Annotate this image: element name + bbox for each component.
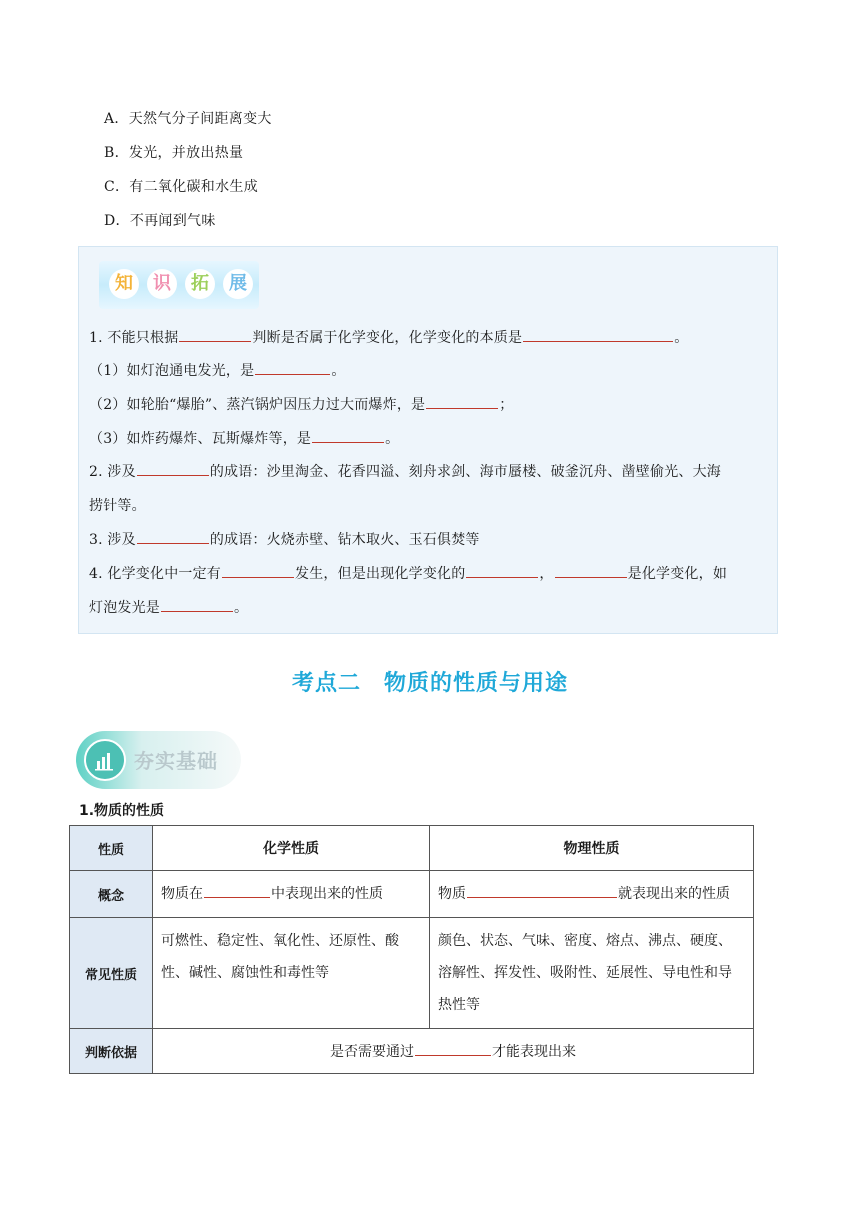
knowledge-item-4-cont [89, 597, 769, 619]
basics-tab-banner [76, 731, 241, 789]
common-chemical: 可燃性、稳定性、氧化性、还原性、酸性、碱性、腐蚀性和毒性等 [153, 918, 430, 1029]
table-header-row [70, 826, 754, 871]
fill-blank[interactable] [415, 1041, 491, 1056]
text: 是化学变化，如 [627, 566, 728, 582]
concept-physical [430, 871, 754, 918]
fill-blank[interactable] [204, 883, 270, 898]
fill-blank[interactable] [467, 883, 617, 898]
text: 就表现出来的性质 [618, 886, 730, 902]
fill-blank[interactable] [161, 597, 233, 612]
fill-blank[interactable] [137, 529, 209, 544]
banner-char: 拓 [185, 269, 215, 299]
text: （1）如灯泡通电发光，是 [89, 363, 255, 379]
fill-blank[interactable] [555, 563, 627, 578]
tab-label: 夯实基础 [134, 749, 218, 773]
text: 中表现出来的性质 [271, 886, 383, 902]
banner-char: 识 [147, 269, 177, 299]
text: 2. 涉及 [89, 464, 136, 480]
row-label-basis: 判断依据 [70, 1029, 153, 1074]
section-title: 考点二 物质的性质与用途 [291, 671, 568, 696]
text: 。 [674, 330, 689, 346]
banner-char: 知 [109, 269, 139, 299]
fill-blank[interactable] [222, 563, 294, 578]
row-label-concept: 概念 [70, 871, 153, 918]
text: （2）如轮胎“爆胎”、蒸汽锅炉因压力过大而爆炸，是 [89, 397, 426, 413]
knowledge-item-3 [89, 529, 769, 551]
chart-icon [84, 739, 126, 781]
fill-blank[interactable] [179, 327, 251, 342]
concept-chemical [153, 871, 430, 918]
basis-cell [153, 1029, 754, 1074]
text: 的成语：火烧赤壁、钻木取火、玉石俱焚等 [209, 532, 480, 548]
knowledge-sub-2 [89, 394, 769, 416]
table-row [70, 1029, 754, 1074]
text: 判断是否属于化学变化，化学变化的本质是 [252, 330, 523, 346]
knowledge-item-2 [89, 461, 769, 483]
knowledge-sub-3 [89, 428, 769, 450]
row-label-common: 常见性质 [70, 918, 153, 1029]
sub-heading: 1.物质的性质 [79, 803, 165, 819]
table-row [70, 918, 754, 1029]
knowledge-extension-box [78, 246, 778, 634]
text: 1. 不能只根据 [89, 330, 179, 346]
answer-options [104, 108, 272, 244]
header-property: 性质 [70, 826, 153, 871]
fill-blank[interactable] [523, 327, 673, 342]
text: 是否需要通过 [330, 1044, 414, 1060]
text: 3. 涉及 [89, 532, 136, 548]
knowledge-extension-banner [99, 261, 259, 309]
option-a: A．天然气分子间距离变大 [104, 111, 272, 127]
fill-blank[interactable] [312, 428, 384, 443]
knowledge-sub-1 [89, 360, 769, 382]
text: 。 [385, 431, 400, 447]
text: （3）如炸药爆炸、瓦斯爆炸等，是 [89, 431, 312, 447]
text: 发生，但是出现化学变化的 [295, 566, 466, 582]
option-d: D．不再闻到气味 [104, 213, 216, 229]
text: ， [539, 566, 554, 582]
text: 。 [331, 363, 346, 379]
properties-table [69, 825, 754, 1074]
fill-blank[interactable] [466, 563, 538, 578]
fill-blank[interactable] [426, 394, 498, 409]
text: 物质在 [161, 886, 203, 902]
text: 物质 [438, 886, 466, 902]
fill-blank[interactable] [137, 461, 209, 476]
text: 4. 化学变化中一定有 [89, 566, 222, 582]
text: ； [499, 397, 514, 413]
option-b: B．发光，并放出热量 [104, 145, 244, 161]
text: 才能表现出来 [492, 1044, 576, 1060]
option-c: C．有二氧化碳和水生成 [104, 179, 259, 195]
banner-char: 展 [223, 269, 253, 299]
header-chemical: 化学性质 [153, 826, 430, 871]
text: 。 [234, 600, 249, 616]
knowledge-item-4 [89, 563, 769, 585]
table-row [70, 871, 754, 918]
knowledge-item-2-cont: 捞针等。 [89, 498, 146, 514]
header-physical: 物理性质 [430, 826, 754, 871]
fill-blank[interactable] [255, 360, 330, 375]
text: 的成语：沙里淘金、花香四溢、刻舟求剑、海市蜃楼、破釜沉舟、凿壁偷光、大海 [209, 464, 722, 480]
common-physical: 颜色、状态、气味、密度、熔点、沸点、硬度、溶解性、挥发性、吸附性、延展性、导电性和导热性等 [430, 918, 754, 1029]
text: 灯泡发光是 [89, 600, 160, 616]
knowledge-item-1 [89, 327, 769, 349]
